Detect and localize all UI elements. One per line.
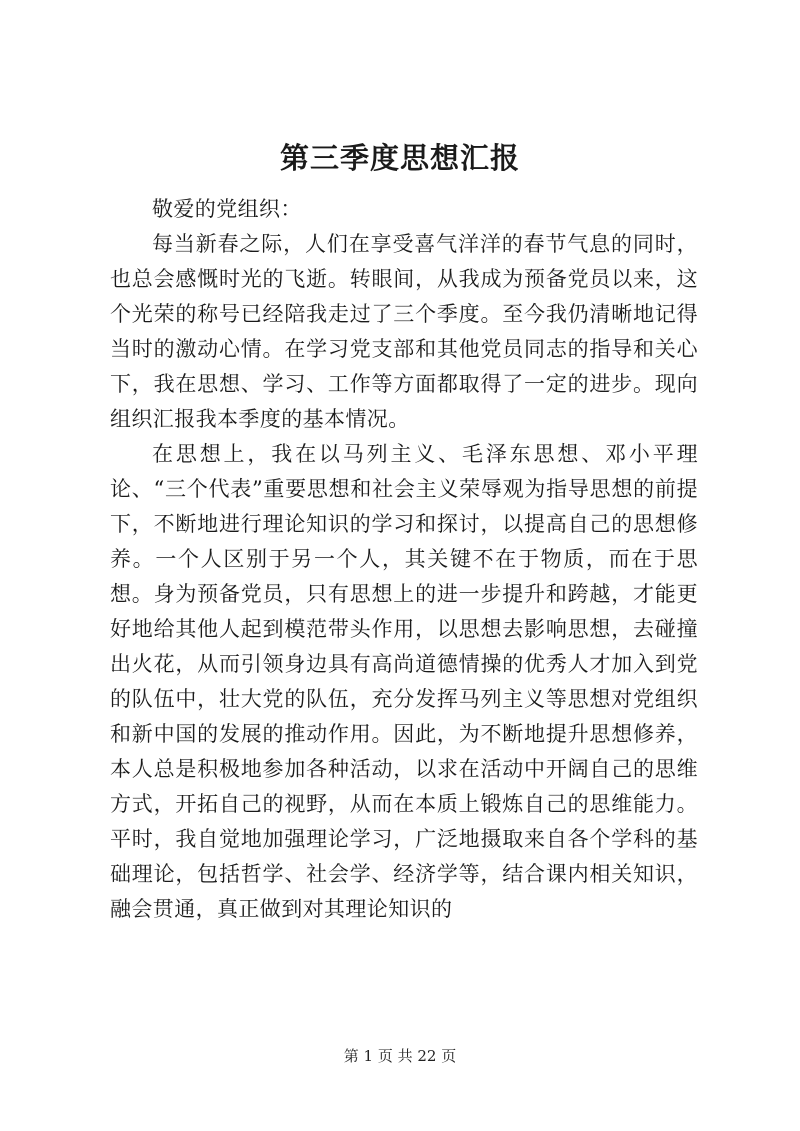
- paragraph-thought: 在思想上，我在以马列主义、毛泽东思想、邓小平理论、“三个代表”重要思想和社会主义荣辱观为指导思想的前提下，不断地进行理论知识的学习和探讨，以提高自己的思想修养。一个人区别于另一个人，其关键不在于物质，而在于思想。身为预备党员，只有思想上的进一步提升和跨越，才能更好地给其他人起到模范带头作用，以思想去影响思想，去碰撞出火花，从而引领身边具有高尚道德情操的优秀人才加入到党的队伍中，壮大党的队伍，充分发挥马列主义等思想对党组织和新中国的发展的推动作用。因此，为不断地提升思想修养，本人总是积极地参加各种活动，以求在活动中开阔自己的思维方式，开拓自己的视野，从而在本质上锻炼自己的思维能力。平时，我自觉地加强理论学习，广泛地摄取来自各个学科的基础理论，包括哲学、社会学、经济学等，结合课内相关知识，融会贯通，真正做到对其理论知识的: [110, 442, 698, 921]
- paragraph-intro: 每当新春之际，人们在享受喜气洋洋的春节气息的同时，也总会感慨时光的飞逝。转眼间，从我成为预备党员以来，这个光荣的称号已经陪我走过了三个季度。至今我仍清晰地记得当时的激动心情。在学习党支部和其他党员同志的指导和关心下，我在思想、学习、工作等方面都取得了一定的进步。现向组织汇报我本季度的基本情况。: [110, 232, 698, 431]
- document-body: [110, 192, 698, 927]
- salutation: 敬爱的党组织：: [152, 197, 302, 221]
- page-title: 第三季度思想汇报: [279, 141, 520, 175]
- page-footer: 第 1 页 共 22 页: [343, 1047, 457, 1065]
